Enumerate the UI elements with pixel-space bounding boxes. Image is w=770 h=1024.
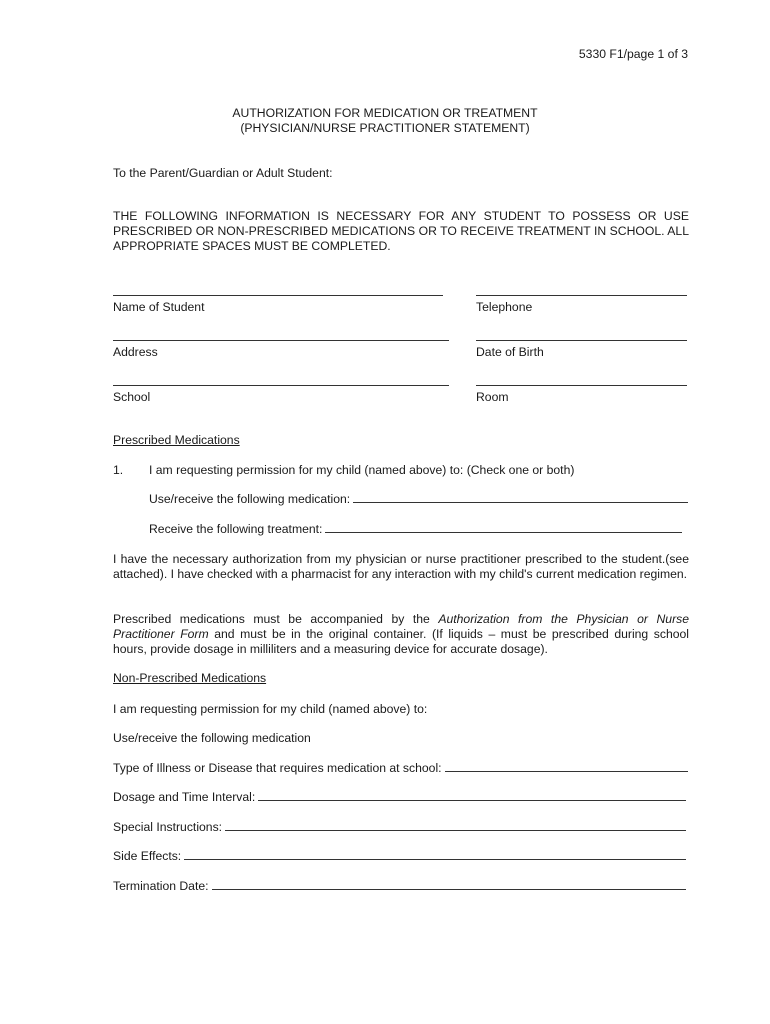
treatment-option-field[interactable]: [149, 522, 682, 536]
accompany-text-italic: Authorization from the Physician or Nurse Practitioner Form: [113, 612, 689, 641]
title-line-2: (PHYSICIAN/NURSE PRACTITIONER STATEMENT): [240, 121, 530, 135]
address-label: Address: [113, 345, 158, 359]
school-label: School: [113, 390, 151, 404]
telephone-line[interactable]: [476, 285, 687, 296]
instructions-line[interactable]: [225, 820, 686, 831]
non-prescribed-heading: Non-Prescribed Medications: [113, 671, 267, 685]
side-effects-label: Side Effects:: [113, 849, 182, 863]
instructions-field[interactable]: [113, 820, 686, 834]
instructions-label: Special Instructions:: [113, 820, 223, 834]
illness-field[interactable]: [113, 761, 688, 775]
medication-option-label: Use/receive the following medication:: [149, 492, 351, 506]
termination-line[interactable]: [212, 879, 686, 890]
medication-option-line[interactable]: [353, 492, 688, 503]
treatment-option-line[interactable]: [325, 522, 682, 533]
address-field[interactable]: [113, 330, 449, 359]
termination-label: Termination Date:: [113, 879, 209, 893]
form-title: [0, 106, 770, 136]
dob-field[interactable]: [476, 330, 687, 359]
side-effects-field[interactable]: [113, 849, 686, 863]
room-line[interactable]: [476, 375, 687, 386]
room-field[interactable]: [476, 375, 687, 404]
salutation: To the Parent/Guardian or Adult Student:: [113, 166, 333, 180]
notice-text: THE FOLLOWING INFORMATION IS NECESSARY FOR ANY STUDENT TO POSSESS OR USE PRESCRIBED OR NON-PRESCRIBED MEDICATIONS OR TO RECEIVE TREATMENT IN SCHOOL. ALL APPROPRIATE SPACES MUST BE COMPLETED.: [113, 209, 689, 253]
accompany-text-after: and must be in the original container. (If liquids – must be prescribed during school hours, provide dosage in milliliters and a measuring device for accurate dosage).: [113, 627, 689, 656]
illness-line[interactable]: [445, 761, 688, 772]
school-field[interactable]: [113, 375, 449, 404]
title-line-1: AUTHORIZATION FOR MEDICATION OR TREATMENT: [232, 106, 538, 120]
dob-line[interactable]: [476, 330, 687, 341]
accompany-text-before: Prescribed medications must be accompanied by the: [113, 612, 439, 626]
item-number: 1.: [113, 463, 124, 477]
non-prescribed-request: I am requesting permission for my child (named above) to:: [113, 702, 428, 716]
non-prescribed-use: Use/receive the following medication: [113, 731, 311, 745]
dosage-label: Dosage and Time Interval:: [113, 790, 256, 804]
room-label: Room: [476, 390, 509, 404]
dosage-line[interactable]: [258, 790, 686, 801]
authorization-text: I have the necessary authorization from my physician or nurse practitioner prescribed to the student.(see attached). I have checked with a pharmacist for any interaction with my child's current medication regimen.: [113, 552, 689, 581]
prescribed-heading: Prescribed Medications: [113, 433, 240, 447]
accompany-text: [113, 612, 689, 657]
school-line[interactable]: [113, 375, 449, 386]
dob-label: Date of Birth: [476, 345, 544, 359]
item-text: I am requesting permission for my child (named above) to: (Check one or both): [149, 463, 575, 477]
termination-field[interactable]: [113, 879, 686, 893]
treatment-option-label: Receive the following treatment:: [149, 522, 323, 536]
page-number: 5330 F1/page 1 of 3: [578, 47, 688, 61]
dosage-field[interactable]: [113, 790, 686, 804]
address-line[interactable]: [113, 330, 449, 341]
student-name-label: Name of Student: [113, 300, 205, 314]
student-name-field[interactable]: [113, 285, 443, 314]
side-effects-line[interactable]: [184, 849, 686, 860]
student-name-line[interactable]: [113, 285, 443, 296]
telephone-field[interactable]: [476, 285, 687, 314]
telephone-label: Telephone: [476, 300, 533, 314]
illness-label: Type of Illness or Disease that requires medication at school:: [113, 761, 442, 775]
medication-option-field[interactable]: [149, 492, 688, 506]
